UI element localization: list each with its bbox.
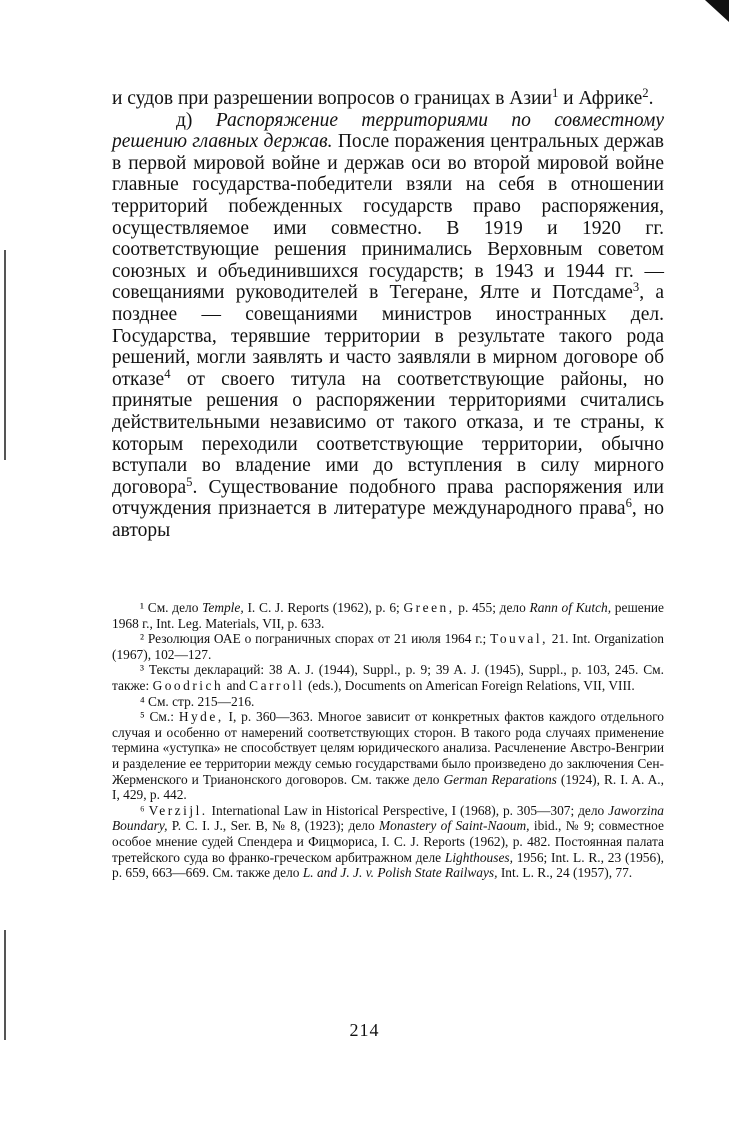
italic-text: Temple, xyxy=(202,600,244,615)
italic-text: German Reparations xyxy=(443,771,557,787)
text-run: P. C. I. J., Ser. B, № 8, (1923); дело xyxy=(167,818,380,834)
footnote-marker: 2 xyxy=(642,86,649,101)
text-run: . xyxy=(648,88,654,109)
footnote-marker: 6 xyxy=(625,496,632,511)
text-run: Int. L. R., 24 (1957), 77. xyxy=(497,865,633,881)
text-run: , но авторы xyxy=(112,498,664,541)
text-run: д) xyxy=(176,109,216,131)
scan-corner-mark xyxy=(705,0,729,22)
text-run: I. C. J. Reports (1962), p. 6; xyxy=(243,600,404,615)
text-run: и судов при разрешении вопросов о границах в Азии xyxy=(112,88,552,109)
text-run: от своего титула на соответствующие районы, но принятые решения о распоряжении территориями считались действительными независимо от такого отказа, и те страны, к которым переходили соответствующие территории, обычно вступали во владение ими до вступления в силу мирного договора xyxy=(112,368,664,498)
text-run: 21. Int. Organization (1967), 102—127. xyxy=(112,631,664,662)
spaced-author-name: Carroll xyxy=(249,677,305,693)
italic-text: Lighthouses, xyxy=(444,849,513,865)
text-run: ³ Тексты деклараций: 38 A. J. (1944), Suppl., p. 9; 39 A. J. (1945), Suppl., p. 103, 245. См. также: xyxy=(112,662,664,693)
text-run: , а позднее — совещаниями министров иностранных дел. Государства, терявшие территории в результате такого рода решений, могли заявлять и часто заявляли в мирном договоре об отказе xyxy=(112,282,665,390)
page-number: 214 xyxy=(349,1020,380,1040)
footnote xyxy=(112,600,664,631)
footnotes xyxy=(112,600,664,881)
footnote xyxy=(112,662,664,693)
paragraph xyxy=(112,110,664,542)
italic-text: L. and J. J. v. Polish State Railways, xyxy=(302,865,498,881)
spaced-author-name: Touval, xyxy=(490,631,548,647)
text-run: ⁴ См. стр. 215—216. xyxy=(140,693,255,709)
text-run: ² Резолюция ОАЕ о пограничных спорах от 21 июля 1964 г.; xyxy=(140,631,491,647)
footnote-marker: 4 xyxy=(164,366,171,381)
text-run: ⁶ xyxy=(140,802,149,818)
paragraph xyxy=(112,88,664,110)
scan-edge-line xyxy=(4,250,6,460)
footnote-marker: 5 xyxy=(186,474,193,489)
footnote xyxy=(112,694,664,710)
footnote xyxy=(112,803,664,881)
text-run: решение 1968 г., Int. Leg. Materials, VII, p. 633. xyxy=(112,600,664,631)
text-run: ibid., № 9; совместное особое мнение судей Спендера и Фицмориса, I. C. J. Reports (1962), p. 482. Постоянная палата третейского суда во франко-греческом арбитражном деле xyxy=(112,818,664,865)
text-run: ¹ См. дело xyxy=(140,600,203,615)
footnote xyxy=(112,631,664,662)
text-run: I, p. 360—363. Многое зависит от конкретных фактов каждого отдельного случая и особенно от намерений соответствующих сторон. В такого рода случаях применение термина «уступка» не способствует целям юридического анализа. Расчленение Австро-Венгрии и разделение ее территории между семью государствами было произведено до заключения Сен-Жерменского и Трианонского договоров. См. также дело xyxy=(112,709,664,787)
footnote-marker: 1 xyxy=(551,86,559,101)
text-run: 1956; Int. L. R., 23 (1956), p. 659, 663—669. См. также дело xyxy=(112,849,664,881)
italic-text: Rann of Kutch, xyxy=(529,600,612,615)
text-run: (1924), R. I. A. A., I, 429, p. 442. xyxy=(112,771,665,803)
italic-text: Monastery of Saint-Naoum, xyxy=(379,818,530,834)
footnote xyxy=(112,709,664,803)
text-run: . Существование подобного права распоряжения или отчуждения признается в литературе международного права xyxy=(112,476,664,520)
text-run: p. 455; дело xyxy=(454,600,530,615)
text-run: and xyxy=(223,677,250,693)
main-text xyxy=(112,88,664,541)
spaced-author-name: Hyde, xyxy=(178,709,224,725)
spaced-author-name: Green, xyxy=(403,600,455,615)
italic-text: Jaworzina Boundary, xyxy=(112,802,664,834)
spaced-author-name: Goodrich xyxy=(152,677,224,693)
footnote-marker: 3 xyxy=(632,280,640,295)
text-run: (eds.), Documents on American Foreign Relations, VII, VIII. xyxy=(304,677,635,693)
text-run: ⁵ См.: xyxy=(140,709,179,725)
text-run: International Law in Historical Perspective, I (1968), p. 305—307; дело xyxy=(207,802,609,818)
spaced-author-name: Verzijl. xyxy=(148,802,208,818)
text-run: После поражения центральных держав в первой мировой войне и держав оси во второй мировой войне главные государства-победители взяли на себя в отношении территорий побежденных государств право распоряжения, осуществляемое ими совместно. В 1919 и 1920 гг. соответствующие решения принимались Верховным советом союзных и объединившихся государств; в 1943 и 1944 гг. — совещаниями руководителей в Тегеране, Ялте и Потсдаме xyxy=(112,131,664,304)
text-run: и Африке xyxy=(558,88,643,109)
italic-text: Распоряжение территориями по совместному решению главных держав. xyxy=(112,109,664,153)
